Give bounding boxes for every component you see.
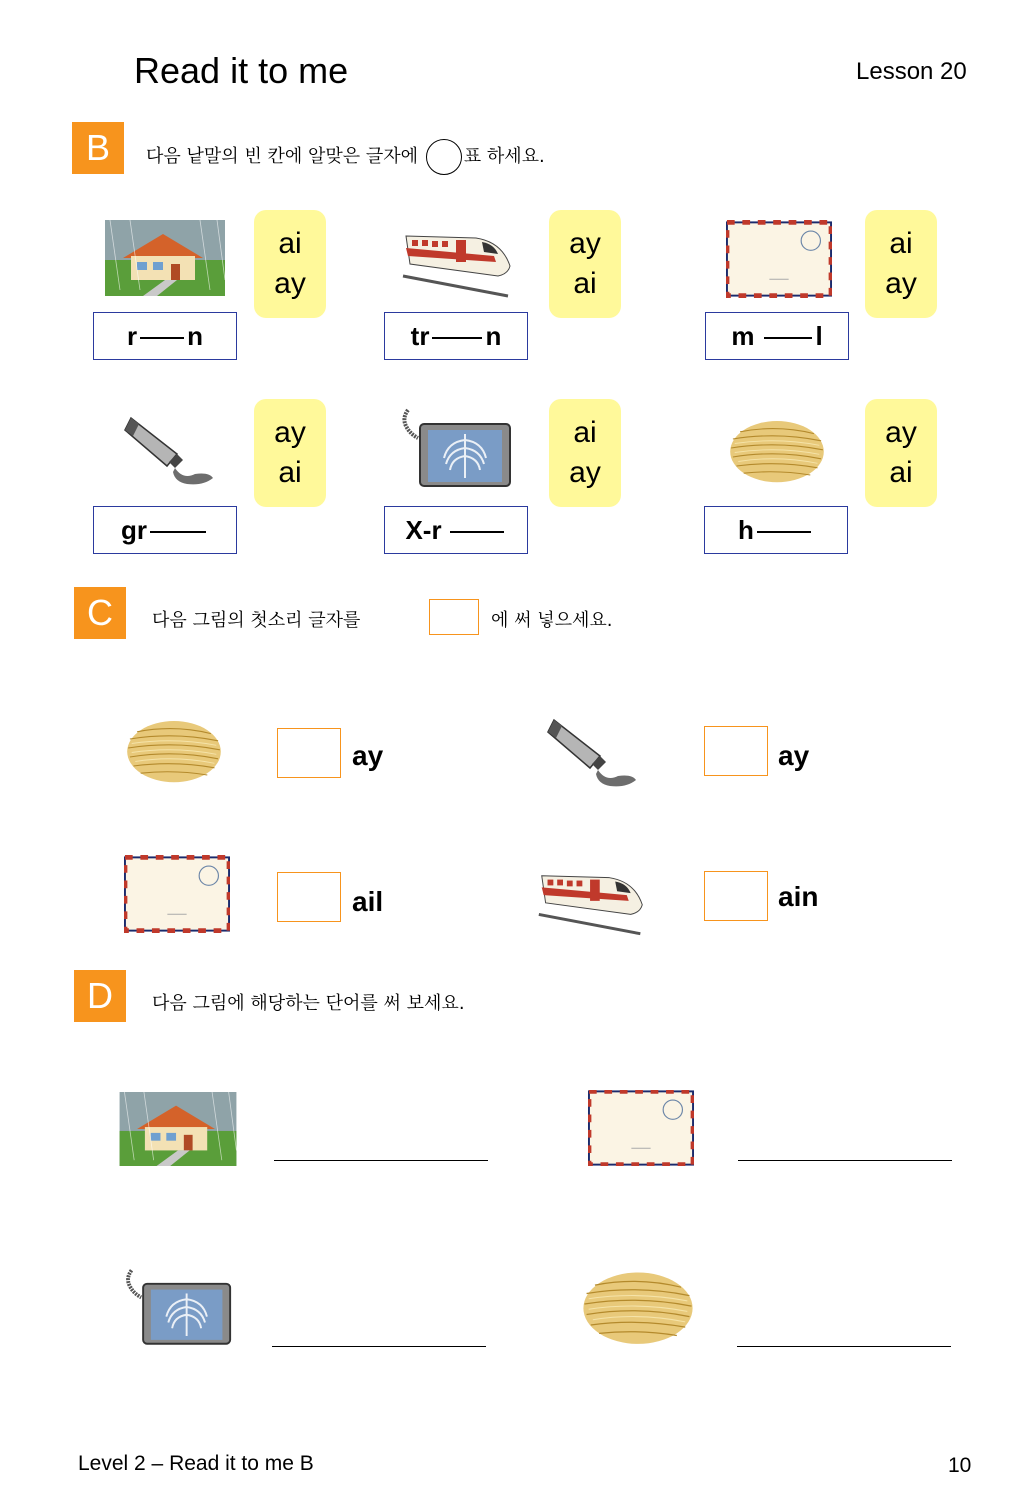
- word-box: [384, 506, 528, 554]
- hay-picture: [580, 1262, 696, 1346]
- word-start: tr: [410, 320, 430, 351]
- answer-line[interactable]: [738, 1160, 952, 1161]
- choice-option[interactable]: ai: [278, 227, 302, 260]
- word-ending: ain: [778, 881, 819, 912]
- word-blank[interactable]: [764, 333, 812, 339]
- hay-picture: [727, 412, 827, 484]
- answer-box[interactable]: [277, 728, 341, 778]
- choice-option[interactable]: ay: [274, 416, 306, 449]
- mail-envelope-picture: [726, 220, 832, 298]
- answer-box[interactable]: [704, 871, 768, 921]
- word-blank[interactable]: [450, 527, 504, 533]
- word-box: [705, 312, 849, 360]
- word-box: [93, 312, 237, 360]
- answer-line[interactable]: [274, 1160, 488, 1161]
- answer-line[interactable]: [737, 1346, 951, 1347]
- choice-option[interactable]: ay: [569, 456, 601, 489]
- choice-box: [549, 210, 621, 318]
- choice-box: [549, 399, 621, 507]
- word-start: gr: [121, 514, 147, 545]
- train-picture: [398, 218, 518, 298]
- choice-option[interactable]: ai: [573, 267, 597, 300]
- x-ray-machine-picture: [118, 1268, 234, 1346]
- answer-line[interactable]: [272, 1346, 486, 1347]
- choice-box: [865, 210, 937, 318]
- hay-picture: [124, 712, 224, 784]
- x-ray-machine-picture: [394, 408, 514, 488]
- section-b-instruction: [146, 139, 545, 175]
- word-box: [384, 312, 528, 360]
- choice-option[interactable]: ai: [889, 227, 913, 260]
- word-ending: ail: [352, 886, 384, 917]
- word-end: l: [815, 320, 823, 351]
- section-b-instruction-suffix: 표 하세요.: [463, 146, 545, 167]
- answer-box[interactable]: [704, 726, 768, 776]
- choice-option[interactable]: ai: [889, 456, 913, 489]
- page-title: Read it to me: [134, 50, 349, 91]
- section-b-instruction-text: 다음 낱말의 빈 칸에 알맞은 글자에: [146, 146, 419, 167]
- word-start: r: [126, 320, 138, 351]
- gray-paint-tube-picture: [117, 410, 217, 486]
- word-blank[interactable]: [432, 333, 482, 339]
- choice-option[interactable]: ay: [885, 267, 917, 300]
- rain-house-picture: [118, 1092, 238, 1166]
- word-start: X-r: [405, 514, 442, 545]
- word-start: m: [731, 320, 755, 351]
- word-box: [93, 506, 237, 554]
- word-start: h: [738, 514, 754, 545]
- choice-option[interactable]: ai: [573, 416, 597, 449]
- train-picture: [534, 858, 650, 936]
- footer-title: Level 2 – Read it to me B: [78, 1452, 314, 1475]
- section-c-instruction-text: 다음 그림의 첫소리 글자를: [152, 610, 361, 631]
- lesson-label: Lesson 20: [856, 58, 967, 85]
- gray-paint-tube-picture: [540, 712, 640, 788]
- choice-box: [254, 399, 326, 507]
- word-end: n: [187, 320, 203, 351]
- page-number: 10: [948, 1454, 972, 1477]
- section-d-badge: D: [74, 970, 126, 1022]
- rain-house-picture: [105, 220, 225, 296]
- answer-box-example: [429, 599, 479, 635]
- section-d-instruction: 다음 그림에 해당하는 단어를 써 보세요.: [152, 993, 465, 1014]
- section-b-badge: B: [72, 122, 124, 174]
- choice-option[interactable]: ay: [885, 416, 917, 449]
- word-ending: ay: [352, 740, 384, 771]
- word-end: n: [485, 320, 502, 351]
- choice-box: [254, 210, 326, 318]
- choice-option[interactable]: ay: [569, 227, 601, 260]
- mail-envelope-picture: [588, 1090, 694, 1166]
- circle-mark-icon: [426, 139, 462, 175]
- choice-box: [865, 399, 937, 507]
- choice-option[interactable]: ay: [274, 267, 306, 300]
- choice-option[interactable]: ai: [278, 456, 302, 489]
- section-c-badge: C: [74, 587, 126, 639]
- section-c-instruction-suffix: 에 써 넣으세요.: [491, 610, 613, 631]
- word-ending: ay: [778, 740, 810, 771]
- word-blank[interactable]: [140, 333, 184, 339]
- mail-envelope-picture: [124, 855, 230, 933]
- word-box: [704, 506, 848, 554]
- answer-box[interactable]: [277, 872, 341, 922]
- word-blank[interactable]: [757, 527, 811, 533]
- word-blank[interactable]: [150, 527, 206, 533]
